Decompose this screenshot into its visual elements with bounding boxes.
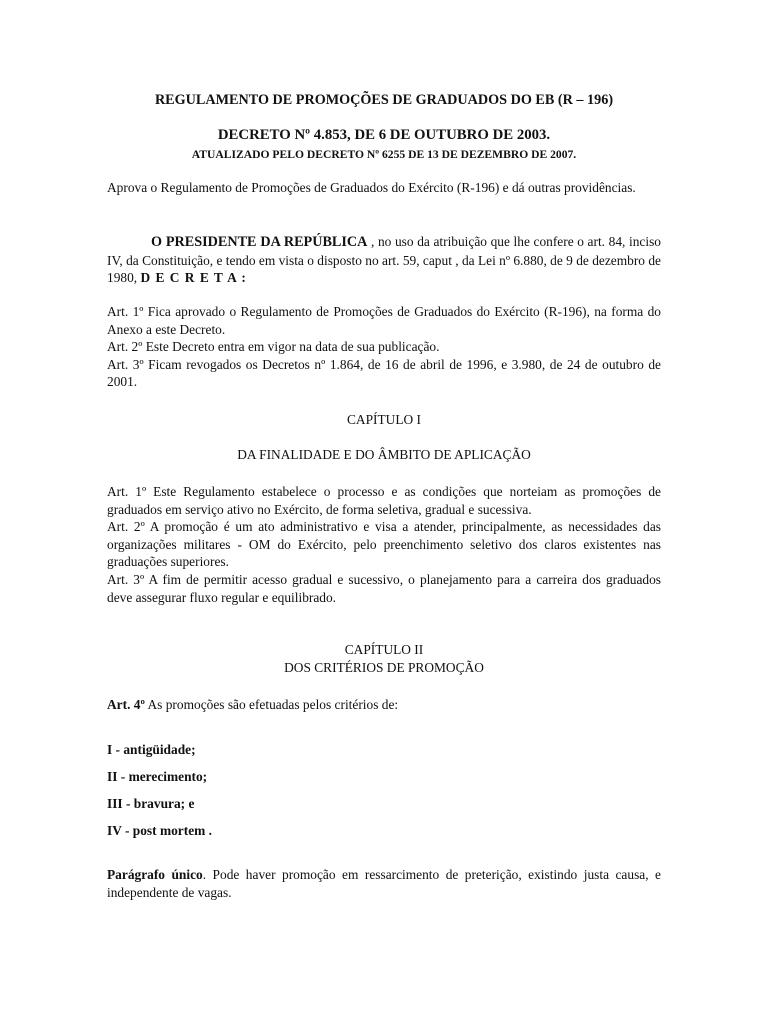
sole-paragraph — [107, 866, 661, 901]
criterion-item: III - bravura; e — [107, 796, 195, 811]
preamble-text: , no uso da atribuição que lhe confere o art. 84, inciso IV, da Constituição, e tendo em vista o disposto no art. 59, caput , da Lei nº 6.880, de 9 de dezembro de 1980, — [107, 234, 661, 286]
decreta-keyword: D E C R E T A : — [140, 270, 247, 286]
chapter-2-title: DOS CRITÉRIOS DE PROMOÇÃO — [284, 660, 484, 675]
article-4-label: Art. 4º — [107, 697, 145, 712]
decree-article: Art. 3º Ficam revogados os Decretos nº 1.864, de 16 de abril de 1996, e 3.980, de 24 de outubro de 2001. — [107, 356, 661, 390]
regulation-title: REGULAMENTO DE PROMOÇÕES DE GRADUADOS DO EB (R – 196) — [154, 92, 614, 108]
criterion-item: I - antigüidade; — [107, 742, 196, 757]
decree-article: Art. 1º Fica aprovado o Regulamento de Promoções de Graduados do Exército (R-196), na forma do Anexo a este Decreto. — [107, 304, 661, 337]
criterion-item: IV - post mortem . — [107, 823, 212, 838]
sole-paragraph-label: Parágrafo único — [107, 867, 203, 882]
ementa: Aprova o Regulamento de Promoções de Graduados do Exército (R-196) e dá outras providências. — [107, 180, 636, 195]
preamble — [107, 233, 661, 287]
article-4 — [107, 696, 661, 714]
decree-heading: DECRETO Nº 4.853, DE 6 DE OUTUBRO DE 2003. — [217, 127, 551, 143]
chapter-1-title: DA FINALIDADE E DO ÂMBITO DE APLICAÇÃO — [237, 447, 531, 462]
preamble-subject: O PRESIDENTE DA REPÚBLICA — [151, 234, 368, 250]
chapter-1-articles — [107, 483, 661, 606]
decree-articles — [107, 303, 661, 391]
chapter-1-label: CAPÍTULO I — [346, 412, 421, 427]
chapter-2-label: CAPÍTULO II — [344, 642, 424, 657]
article-4-text: As promoções são efetuadas pelos critérios de: — [144, 697, 399, 712]
criterion-item: II - merecimento; — [107, 769, 208, 784]
decree-article: Art. 2º Este Decreto entra em vigor na data de sua publicação. — [107, 339, 440, 355]
chapter-1-article: Art. 3º A fim de permitir acesso gradual e sucessivo, o planejamento para a carreira dos graduados deve assegurar fluxo regular e equilibrado. — [107, 571, 661, 605]
sole-paragraph-text: . Pode haver promoção em ressarcimento de preterição, existindo justa causa, e independente de vagas. — [107, 867, 661, 900]
chapter-1-article: Art. 2º A promoção é um ato administrativo e visa a atender, principalmente, as necessidades das organizações militares - OM do Exército, pelo preenchimento seletivo dos claros existentes nas graduações superiores. — [107, 519, 661, 570]
chapter-1-article: Art. 1º Este Regulamento estabelece o processo e as condições que norteiam as promoções de graduados em serviço ativo no Exército, de forma seletiva, gradual e sucessiva. — [107, 484, 661, 517]
update-note: ATUALIZADO PELO DECRETO Nº 6255 DE 13 DE DEZEMBRO DE 2007. — [191, 148, 577, 161]
